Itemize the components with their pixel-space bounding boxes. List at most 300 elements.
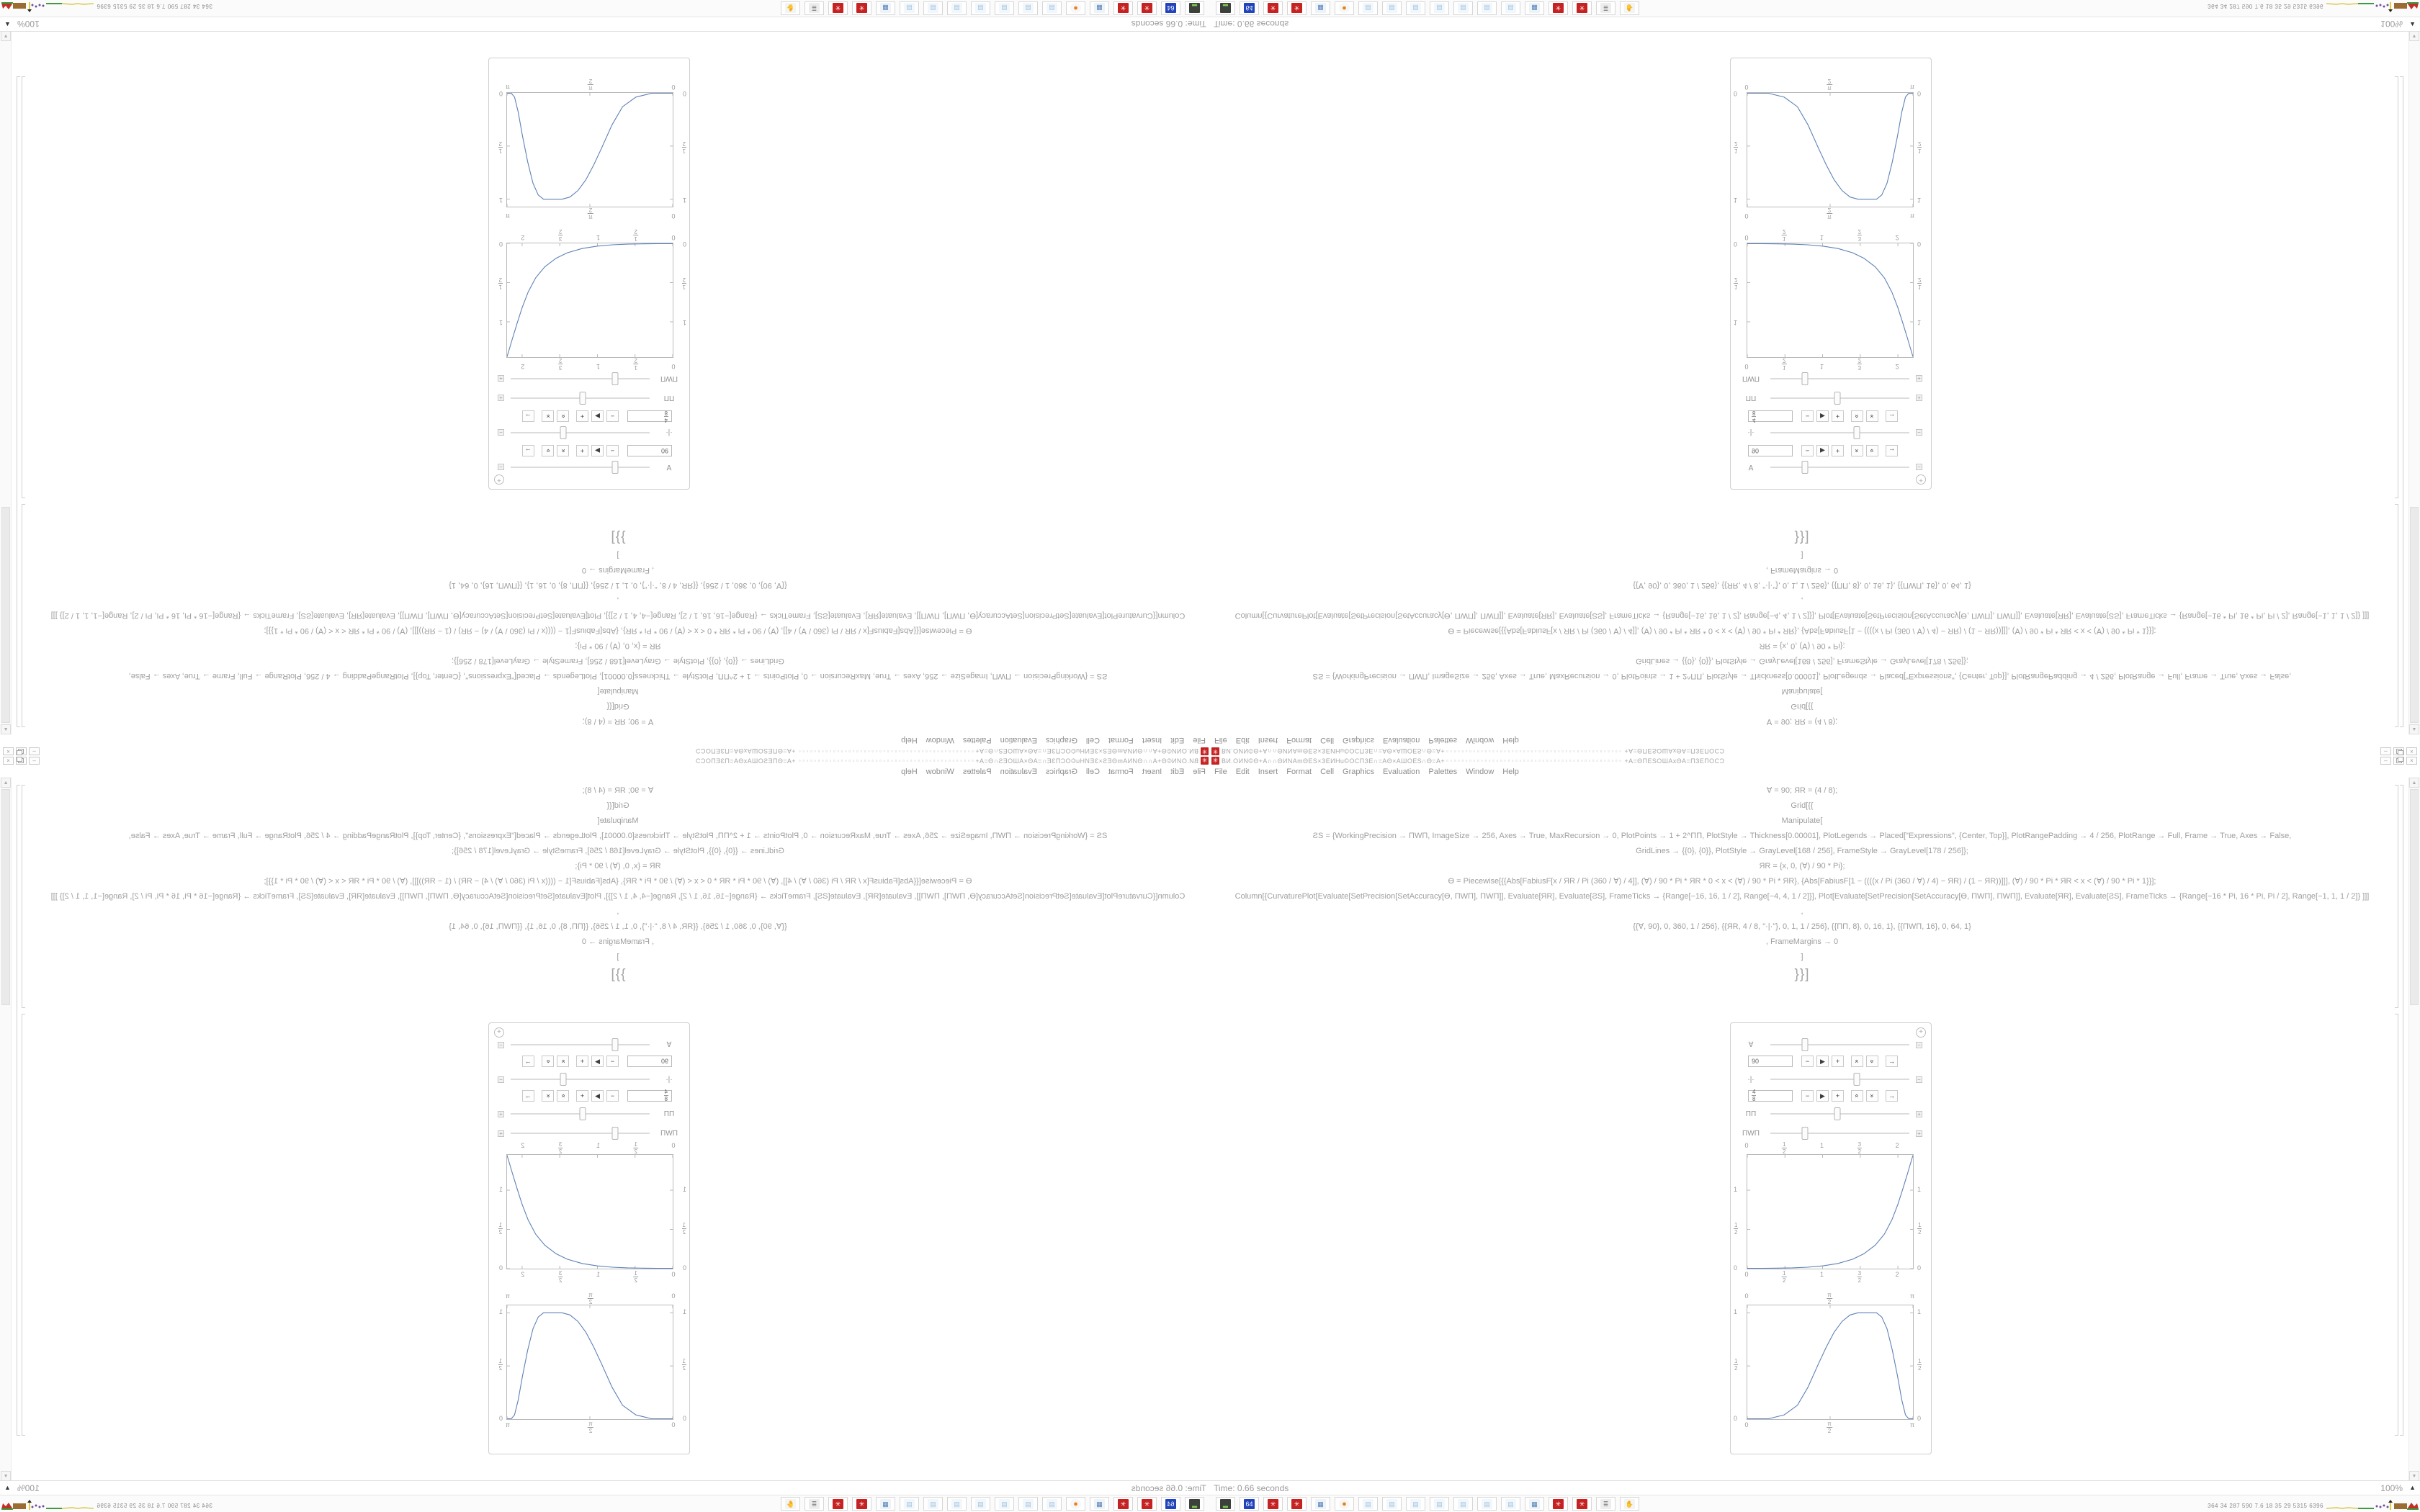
code-line[interactable]: Ɐ = 90; ЯR = (4 / 8);: [1766, 786, 1838, 795]
taskbar-button-calculator-icon[interactable]: [1525, 1497, 1544, 1511]
direction-button[interactable]: [1886, 1056, 1898, 1067]
scroll-down-arrow-icon[interactable]: ▼: [2409, 31, 2419, 41]
code-line[interactable]: GridLines → {{0}, {0}}, PlotStyle → GrayLevel[168 / 256], FrameStyle → GrayLevel[178 / 256]};: [452, 847, 784, 855]
slider-value-field[interactable]: 90: [627, 445, 672, 456]
slider-value-field[interactable]: 90: [1748, 445, 1793, 456]
taskbar-button-mathematica-icon[interactable]: [1572, 1, 1592, 15]
taskbar-button-notepad-icon[interactable]: [1382, 1, 1402, 15]
taskbar-button-calculator-icon[interactable]: [1525, 1, 1544, 15]
code-line[interactable]: {{Ɐ, 90}, 0, 360, 1 / 256}, {{ЯR, 4 / 8, "·|·"}, 0, 1, 1 / 256}, {{ΠΠ, 8}, 0, 16, 1}, {{ΠWΠ, 16}, 0, 64, 1}: [449, 922, 787, 931]
taskbar-button-mathematica-icon[interactable]: [1137, 1, 1157, 15]
menu-item-graphics[interactable]: Graphics: [1343, 736, 1375, 745]
code-line[interactable]: , FrameMargins → 0: [1765, 566, 1839, 575]
code-line[interactable]: }}]: [610, 530, 626, 545]
notebook-area[interactable]: [1210, 778, 2420, 1481]
menu-item-evaluation[interactable]: Evaluation: [1000, 736, 1037, 745]
code-line[interactable]: Grid[{{: [606, 801, 629, 810]
collapse-field-button[interactable]: −: [498, 430, 504, 436]
close-button[interactable]: ×: [2406, 747, 2417, 755]
expand-field-button[interactable]: +: [1916, 1130, 1922, 1137]
slider-handle[interactable]: [611, 461, 618, 474]
menu-item-format[interactable]: Format: [1286, 736, 1312, 745]
menu-item-insert[interactable]: Insert: [1258, 736, 1278, 745]
magnification-dropdown-icon[interactable]: ▲: [2409, 1484, 2416, 1491]
menu-item-edit[interactable]: Edit: [1235, 736, 1250, 745]
slower-button[interactable]: [1866, 445, 1878, 456]
slower-button[interactable]: [1866, 1056, 1878, 1067]
cell-bracket-output[interactable]: [22, 76, 25, 498]
code-line[interactable]: ЯR = {x, 0, (Ɐ) / 90 * Pi};: [1759, 862, 1845, 870]
taskbar-button-mathematica-icon[interactable]: [852, 1497, 871, 1511]
taskbar-button-notepad-icon[interactable]: [995, 1, 1014, 15]
vertical-scrollbar[interactable]: [0, 778, 12, 1481]
faster-button[interactable]: [1851, 1056, 1863, 1067]
taskbar-button-notepad-icon[interactable]: [1018, 1, 1038, 15]
slower-button[interactable]: [542, 410, 554, 422]
expand-field-button[interactable]: +: [498, 1130, 504, 1137]
taskbar-button-calculator-icon[interactable]: [876, 1497, 895, 1511]
play-button[interactable]: [1816, 410, 1829, 422]
code-line[interactable]: ,: [1801, 907, 1803, 916]
code-line[interactable]: Ɐ = 90; ЯR = (4 / 8);: [582, 786, 654, 795]
input-code-cell[interactable]: [1210, 528, 2394, 729]
taskbar-button-calculator-icon[interactable]: [876, 1, 895, 15]
code-line[interactable]: Ɐ = 90; ЯR = (4 / 8);: [582, 717, 654, 726]
code-line[interactable]: ,: [1801, 596, 1803, 605]
collapse-field-button[interactable]: −: [498, 464, 504, 471]
taskbar-button-notepad-icon[interactable]: [1406, 1497, 1425, 1511]
taskbar-button-notepad-icon[interactable]: [947, 1, 967, 15]
code-line[interactable]: GridLines → {{0}, {0}}, PlotStyle → GrayLevel[168 / 256], FrameStyle → GrayLevel[178 / 256]};: [452, 657, 784, 665]
close-button[interactable]: ×: [3, 757, 14, 765]
taskbar-button-unplugged-icon[interactable]: [781, 1497, 800, 1511]
manipulate-options-icon[interactable]: +: [494, 474, 504, 485]
play-button[interactable]: [591, 410, 604, 422]
decrement-button[interactable]: [606, 445, 619, 456]
slower-button[interactable]: [542, 1090, 554, 1102]
collapse-field-button[interactable]: −: [1916, 1076, 1922, 1083]
faster-button[interactable]: [557, 1090, 569, 1102]
scrollbar-thumb[interactable]: [1, 507, 10, 723]
taskbar-button-log-icon[interactable]: [1596, 1, 1615, 15]
slider-handle[interactable]: [560, 1073, 567, 1086]
manipulate-options-icon[interactable]: +: [1916, 474, 1926, 485]
manipulate-options-icon[interactable]: +: [494, 1027, 504, 1038]
increment-button[interactable]: [1832, 445, 1844, 456]
taskbar-button-mathematica-icon[interactable]: [1287, 1, 1307, 15]
restore-button[interactable]: [2393, 747, 2404, 755]
taskbar-button-notepad-icon[interactable]: [1382, 1497, 1402, 1511]
menu-item-file[interactable]: File: [1214, 767, 1227, 776]
taskbar-button-notepad-icon[interactable]: [1406, 1, 1425, 15]
slider-handle[interactable]: [611, 1038, 618, 1051]
taskbar-button-notepad-icon[interactable]: [900, 1, 919, 15]
magnification-dropdown-icon[interactable]: ▲: [4, 21, 11, 28]
code-line[interactable]: Grid[{{: [1791, 801, 1814, 810]
taskbar-button-console-icon[interactable]: [1185, 1497, 1204, 1511]
code-line[interactable]: , FrameMargins → 0: [1765, 937, 1839, 946]
increment-button[interactable]: [576, 410, 588, 422]
menu-item-evaluation[interactable]: Evaluation: [1383, 767, 1420, 776]
menu-item-file[interactable]: File: [1193, 736, 1206, 745]
play-button[interactable]: [1816, 1056, 1829, 1067]
faster-button[interactable]: [1851, 410, 1863, 422]
menu-item-graphics[interactable]: Graphics: [1045, 736, 1077, 745]
taskbar-button-notepad-icon[interactable]: [1453, 1497, 1473, 1511]
menu-item-cell[interactable]: Cell: [1320, 736, 1335, 745]
taskbar-button-calculator-icon[interactable]: [1311, 1497, 1330, 1511]
slider-track[interactable]: [511, 1079, 650, 1080]
slider-handle[interactable]: [1802, 372, 1809, 385]
minimize-button[interactable]: –: [29, 747, 40, 755]
code-line[interactable]: ]: [617, 551, 619, 559]
slider-track[interactable]: [511, 467, 650, 468]
taskbar-button-notepad-icon[interactable]: [1501, 1, 1520, 15]
code-line[interactable]: , FrameMargins → 0: [581, 937, 655, 946]
taskbar-button-log-icon[interactable]: [805, 1, 824, 15]
taskbar-button-floppy-64-icon[interactable]: [1240, 1497, 1259, 1511]
menu-item-insert[interactable]: Insert: [1142, 736, 1162, 745]
code-line[interactable]: }}]: [1794, 530, 1810, 545]
decrement-button[interactable]: [1801, 445, 1814, 456]
increment-button[interactable]: [1832, 1056, 1844, 1067]
taskbar-button-notepad-icon[interactable]: [923, 1, 943, 15]
input-code-cell[interactable]: [26, 783, 1210, 984]
collapse-field-button[interactable]: −: [1916, 464, 1922, 471]
magnification-dropdown-icon[interactable]: ▲: [4, 1484, 11, 1491]
vertical-scrollbar[interactable]: [2408, 31, 2420, 734]
expand-field-button[interactable]: +: [1916, 376, 1922, 382]
menu-item-insert[interactable]: Insert: [1142, 767, 1162, 776]
code-line[interactable]: ЯR = {x, 0, (Ɐ) / 90 * Pi};: [1759, 642, 1845, 650]
menu-item-cell[interactable]: Cell: [1085, 736, 1100, 745]
scroll-up-arrow-icon[interactable]: ▲: [1, 778, 11, 788]
input-code-cell[interactable]: [1210, 783, 2394, 984]
code-line[interactable]: ƧS = {WorkingPrecision → ΠWΠ, ImageSize → 256, Axes → True, MaxRecursion → 0, PlotPoints → 1 + 2^ΠΠ, PlotStyle → Thickness[0.00001], PlotLegends → Placed["Expressions", {Center, Top}], PlotRangePadding → 4 / 256, PlotRange → Full, Frame → True, Axes → False,: [1312, 832, 2292, 840]
menu-item-format[interactable]: Format: [1108, 736, 1134, 745]
code-line[interactable]: ]: [617, 953, 619, 961]
slider-handle[interactable]: [580, 1107, 586, 1120]
taskbar-button-notepad-icon[interactable]: [971, 1, 990, 15]
taskbar-button-firefox-icon[interactable]: [1066, 1497, 1085, 1511]
slider-track[interactable]: [1770, 1079, 1909, 1080]
direction-button[interactable]: [1886, 445, 1898, 456]
menu-item-evaluation[interactable]: Evaluation: [1000, 767, 1037, 776]
decrement-button[interactable]: [606, 410, 619, 422]
menu-item-edit[interactable]: Edit: [1235, 767, 1250, 776]
code-line[interactable]: ƧS = {WorkingPrecision → ΠWΠ, ImageSize → 256, Axes → True, MaxRecursion → 0, PlotPoints → 1 + 2^ΠΠ, PlotStyle → Thickness[0.00001], PlotLegends → Placed["Expressions", {Center, Top}], PlotRangePadding → 4 / 256, PlotRange → Full, Frame → True, Axes → False,: [1312, 672, 2292, 680]
code-line[interactable]: Ɵ = Piecewise[{{Abs[FabiusF[x / ЯR / Pi (360 / Ɐ) / 4]], (Ɐ) / 90 * Pi * ЯR * 0 < x < (Ɐ) / 90 * Pi * ЯR}, {Abs[FabiusF[1 − ((((x / Pi (360 / Ɐ) / 4) − ЯR) / (1 − ЯR))]]], (Ɐ) / 90 * Pi * ЯR < x < (Ɐ) / 90 * Pi * 1}}];: [1448, 626, 2156, 635]
menu-item-palettes[interactable]: Palettes: [962, 767, 992, 776]
slider-track[interactable]: [1770, 378, 1909, 379]
manipulate-options-icon[interactable]: +: [1916, 1027, 1926, 1038]
code-line[interactable]: }}]: [610, 967, 626, 982]
restore-button[interactable]: [16, 747, 27, 755]
magnification-dropdown-icon[interactable]: ▲: [2409, 21, 2416, 28]
taskbar-button-firefox-icon[interactable]: [1335, 1, 1354, 15]
slider-value-field[interactable]: 4 8: [627, 410, 672, 422]
menu-item-help[interactable]: Help: [1502, 767, 1519, 776]
code-line[interactable]: ƧS = {WorkingPrecision → ΠWΠ, ImageSize → 256, Axes → True, MaxRecursion → 0, PlotPoints → 1 + 2^ΠΠ, PlotStyle → Thickness[0.00001], PlotLegends → Placed["Expressions", {Center, Top}], PlotRangePadding → 4 / 256, PlotRange → Full, Frame → True, Axes → False,: [128, 672, 1108, 680]
slower-button[interactable]: [1866, 1090, 1878, 1102]
notebook-area[interactable]: [0, 31, 1210, 734]
code-line[interactable]: Ɵ = Piecewise[{{Abs[FabiusF[x / ЯR / Pi (360 / Ɐ) / 4]], (Ɐ) / 90 * Pi * ЯR * 0 < x < (Ɐ) / 90 * Pi * ЯR}, {Abs[FabiusF[1 − ((((x / Pi (360 / Ɐ) / 4) − ЯR) / (1 − ЯR))]]], (Ɐ) / 90 * Pi * ЯR < x < (Ɐ) / 90 * Pi * 1}}];: [1448, 877, 2156, 886]
cell-bracket-group[interactable]: [2400, 785, 2403, 1436]
collapse-field-button[interactable]: −: [1916, 1042, 1922, 1048]
taskbar-button-notepad-icon[interactable]: [1358, 1, 1378, 15]
menu-item-palettes[interactable]: Palettes: [1428, 736, 1458, 745]
input-code-cell[interactable]: [26, 528, 1210, 729]
code-line[interactable]: , FrameMargins → 0: [581, 566, 655, 575]
menu-item-format[interactable]: Format: [1108, 767, 1134, 776]
direction-button[interactable]: [522, 445, 534, 456]
taskbar-button-calculator-icon[interactable]: [1090, 1, 1109, 15]
play-button[interactable]: [591, 1056, 604, 1067]
taskbar-button-unplugged-icon[interactable]: [1620, 1, 1639, 15]
play-button[interactable]: [1816, 1090, 1829, 1102]
taskbar-button-notepad-icon[interactable]: [1430, 1497, 1449, 1511]
taskbar-button-console-icon[interactable]: [1185, 1, 1204, 15]
code-line[interactable]: Manipulate[: [597, 816, 639, 825]
menu-item-help[interactable]: Help: [901, 767, 918, 776]
code-line[interactable]: Grid[{{: [606, 702, 629, 711]
expand-field-button[interactable]: +: [498, 395, 504, 402]
menu-item-window[interactable]: Window: [1466, 736, 1494, 745]
slider-value-field[interactable]: 90: [627, 1056, 672, 1067]
taskbar-button-mathematica-icon[interactable]: [1263, 1, 1283, 15]
vertical-scrollbar[interactable]: [2408, 778, 2420, 1481]
menu-item-insert[interactable]: Insert: [1258, 767, 1278, 776]
play-button[interactable]: [591, 1090, 604, 1102]
cell-bracket-group[interactable]: [17, 785, 20, 1436]
taskbar-button-mathematica-icon[interactable]: [828, 1, 848, 15]
taskbar-button-mathematica-icon[interactable]: [852, 1, 871, 15]
decrement-button[interactable]: [1801, 1090, 1814, 1102]
close-button[interactable]: ×: [3, 747, 14, 755]
taskbar-button-unplugged-icon[interactable]: [781, 1, 800, 15]
minimize-button[interactable]: –: [2380, 747, 2391, 755]
cell-bracket-output[interactable]: [2395, 1014, 2398, 1436]
window-titlebar[interactable]: [0, 756, 1210, 765]
cell-bracket-input[interactable]: [22, 504, 25, 727]
vertical-scrollbar[interactable]: [0, 31, 12, 734]
code-line[interactable]: {{Ɐ, 90}, 0, 360, 1 / 256}, {{ЯR, 4 / 8, "·|·"}, 0, 1, 1 / 256}, {{ΠΠ, 8}, 0, 16, 1}, {{ΠWΠ, 16}, 0, 64, 1}: [449, 581, 787, 590]
taskbar-button-log-icon[interactable]: [805, 1497, 824, 1511]
expand-field-button[interactable]: +: [498, 1111, 504, 1117]
taskbar-button-mathematica-icon[interactable]: [828, 1497, 848, 1511]
slider-track[interactable]: [1770, 397, 1909, 399]
slider-handle[interactable]: [1834, 392, 1840, 405]
taskbar-button-console-icon[interactable]: [1216, 1, 1235, 15]
direction-button[interactable]: [522, 1056, 534, 1067]
play-button[interactable]: [591, 445, 604, 456]
taskbar-button-mathematica-icon[interactable]: [1113, 1497, 1133, 1511]
cell-bracket-input[interactable]: [2395, 504, 2398, 727]
magnification-label[interactable]: 100%: [17, 1483, 40, 1493]
slider-handle[interactable]: [1802, 461, 1809, 474]
slider-track[interactable]: [511, 432, 650, 433]
taskbar-button-mathematica-icon[interactable]: [1263, 1497, 1283, 1511]
decrement-button[interactable]: [606, 1056, 619, 1067]
taskbar-button-notepad-icon[interactable]: [1018, 1497, 1038, 1511]
taskbar-button-calculator-icon[interactable]: [1090, 1497, 1109, 1511]
menu-item-edit[interactable]: Edit: [1170, 736, 1185, 745]
code-line[interactable]: GridLines → {{0}, {0}}, PlotStyle → GrayLevel[168 / 256], FrameStyle → GrayLevel[178 / 256]};: [1636, 657, 1968, 665]
slider-track[interactable]: [511, 1133, 650, 1134]
menu-item-window[interactable]: Window: [1466, 767, 1494, 776]
taskbar-button-notepad-icon[interactable]: [923, 1497, 943, 1511]
code-line[interactable]: ƧS = {WorkingPrecision → ΠWΠ, ImageSize → 256, Axes → True, MaxRecursion → 0, PlotPoints → 1 + 2^ΠΠ, PlotStyle → Thickness[0.00001], PlotLegends → Placed["Expressions", {Center, Top}], PlotRangePadding → 4 / 256, PlotRange → Full, Frame → True, Axes → False,: [128, 832, 1108, 840]
collapse-field-button[interactable]: −: [1916, 430, 1922, 436]
code-line[interactable]: {{Ɐ, 90}, 0, 360, 1 / 256}, {{ЯR, 4 / 8, "·|·"}, 0, 1, 1 / 256}, {{ΠΠ, 8}, 0, 16, 1}, {{ΠWΠ, 16}, 0, 64, 1}: [1633, 922, 1971, 931]
slider-value-field[interactable]: $\frac{4}{8}$: [1748, 1090, 1793, 1102]
slider-handle[interactable]: [1802, 1127, 1809, 1140]
taskbar-button-mathematica-icon[interactable]: [1137, 1497, 1157, 1511]
cell-bracket-input[interactable]: [22, 785, 25, 1008]
taskbar-button-mathematica-icon[interactable]: [1549, 1497, 1568, 1511]
play-button[interactable]: [1816, 445, 1829, 456]
magnification-label[interactable]: 100%: [2380, 1483, 2403, 1493]
restore-button[interactable]: [2393, 757, 2404, 765]
scrollbar-thumb[interactable]: [2410, 507, 2419, 723]
taskbar-button-notepad-icon[interactable]: [1042, 1497, 1062, 1511]
increment-button[interactable]: [1832, 410, 1844, 422]
faster-button[interactable]: [1851, 1090, 1863, 1102]
increment-button[interactable]: [576, 445, 588, 456]
increment-button[interactable]: [576, 1090, 588, 1102]
taskbar-button-unplugged-icon[interactable]: [1620, 1497, 1639, 1511]
code-line[interactable]: Column[{CurvaturePlot[Evaluate[SetPrecision[SetAccuracy[Ɵ, ΠWΠ], ΠWΠ]], Evaluate[ЯR], Evaluate[ƧS], FrameTicks → {Range[−16, 16, 1 / 2], Range[−4, 4, 1 / 2]}], Plot[Evaluate[SetPrecision[SetAccuracy[Ɵ, ΠWΠ], ΠWΠ]], Evaluate[ЯR], Evaluate[ƧS], FrameTicks → {Range[−16 * Pi, 16 * Pi, Pi / 2], Range[−1, 1, 1 / 2]} ]]]: [1234, 892, 2370, 901]
taskbar-button-log-icon[interactable]: [1596, 1497, 1615, 1511]
direction-button[interactable]: [522, 1090, 534, 1102]
expand-field-button[interactable]: +: [498, 376, 504, 382]
code-line[interactable]: {{Ɐ, 90}, 0, 360, 1 / 256}, {{ЯR, 4 / 8, "·|·"}, 0, 1, 1 / 256}, {{ΠΠ, 8}, 0, 16, 1}, {{ΠWΠ, 16}, 0, 64, 1}: [1633, 581, 1971, 590]
menu-item-help[interactable]: Help: [1502, 736, 1519, 745]
window-titlebar[interactable]: [1210, 747, 2420, 756]
code-line[interactable]: Manipulate[: [1781, 816, 1823, 825]
taskbar-button-firefox-icon[interactable]: [1335, 1497, 1354, 1511]
cell-bracket-output[interactable]: [2395, 76, 2398, 498]
code-line[interactable]: Ɵ = Piecewise[{{Abs[FabiusF[x / ЯR / Pi (360 / Ɐ) / 4]], (Ɐ) / 90 * Pi * ЯR * 0 < x < (Ɐ) / 90 * Pi * ЯR}, {Abs[FabiusF[1 − ((((x / Pi (360 / Ɐ) / 4) − ЯR) / (1 − ЯR))]]], (Ɐ) / 90 * Pi * ЯR < x < (Ɐ) / 90 * Pi * 1}}];: [264, 626, 972, 635]
scroll-down-arrow-icon[interactable]: ▼: [2409, 1471, 2419, 1481]
window-titlebar[interactable]: [1210, 756, 2420, 765]
scroll-down-arrow-icon[interactable]: ▼: [1, 31, 11, 41]
menu-item-palettes[interactable]: Palettes: [1428, 767, 1458, 776]
code-line[interactable]: Ɵ = Piecewise[{{Abs[FabiusF[x / ЯR / Pi (360 / Ɐ) / 4]], (Ɐ) / 90 * Pi * ЯR * 0 < x < (Ɐ) / 90 * Pi * ЯR}, {Abs[FabiusF[1 − ((((x / Pi (360 / Ɐ) / 4) − ЯR) / (1 − ЯR))]]], (Ɐ) / 90 * Pi * ЯR < x < (Ɐ) / 90 * Pi * 1}}];: [264, 877, 972, 886]
slider-handle[interactable]: [1853, 426, 1860, 439]
faster-button[interactable]: [557, 410, 569, 422]
code-line[interactable]: Manipulate[: [1781, 687, 1823, 696]
taskbar-button-firefox-icon[interactable]: [1066, 1, 1085, 15]
notebook-area[interactable]: [0, 778, 1210, 1481]
taskbar-button-mathematica-icon[interactable]: [1572, 1497, 1592, 1511]
scroll-up-arrow-icon[interactable]: ▲: [2409, 778, 2419, 788]
menu-item-palettes[interactable]: Palettes: [962, 736, 992, 745]
taskbar-button-floppy-64-icon[interactable]: [1161, 1, 1180, 15]
taskbar-button-notepad-icon[interactable]: [900, 1497, 919, 1511]
menu-item-graphics[interactable]: Graphics: [1343, 767, 1375, 776]
code-line[interactable]: ЯR = {x, 0, (Ɐ) / 90 * Pi};: [575, 862, 661, 870]
menu-item-help[interactable]: Help: [901, 736, 918, 745]
code-line[interactable]: Grid[{{: [1791, 702, 1814, 711]
code-line[interactable]: ]: [1801, 551, 1803, 559]
notebook-area[interactable]: [1210, 31, 2420, 734]
taskbar-button-mathematica-icon[interactable]: [1549, 1, 1568, 15]
code-line[interactable]: ]: [1801, 953, 1803, 961]
taskbar-button-notepad-icon[interactable]: [1042, 1, 1062, 15]
code-line[interactable]: ЯR = {x, 0, (Ɐ) / 90 * Pi};: [575, 642, 661, 650]
slider-track[interactable]: [511, 1044, 650, 1045]
scroll-up-arrow-icon[interactable]: ▲: [2409, 724, 2419, 734]
taskbar-button-calculator-icon[interactable]: [1311, 1, 1330, 15]
taskbar-button-notepad-icon[interactable]: [947, 1497, 967, 1511]
direction-button[interactable]: [522, 410, 534, 422]
menu-item-window[interactable]: Window: [926, 736, 954, 745]
decrement-button[interactable]: [1801, 1056, 1814, 1067]
taskbar-button-console-icon[interactable]: [1216, 1497, 1235, 1511]
magnification-label[interactable]: 100%: [2380, 19, 2403, 29]
slider-track[interactable]: [1770, 1113, 1909, 1115]
slider-value-field[interactable]: 90: [1748, 1056, 1793, 1067]
code-line[interactable]: ,: [617, 596, 619, 605]
direction-button[interactable]: [1886, 410, 1898, 422]
minimize-button[interactable]: –: [2380, 757, 2391, 765]
slower-button[interactable]: [542, 445, 554, 456]
magnification-label[interactable]: 100%: [17, 19, 40, 29]
slider-track[interactable]: [1770, 1044, 1909, 1045]
taskbar-button-notepad-icon[interactable]: [1477, 1497, 1497, 1511]
taskbar-button-notepad-icon[interactable]: [1358, 1497, 1378, 1511]
menu-item-edit[interactable]: Edit: [1170, 767, 1185, 776]
decrement-button[interactable]: [1801, 410, 1814, 422]
faster-button[interactable]: [557, 1056, 569, 1067]
taskbar-button-floppy-64-icon[interactable]: [1161, 1497, 1180, 1511]
code-line[interactable]: Column[{CurvaturePlot[Evaluate[SetPrecision[SetAccuracy[Ɵ, ΠWΠ], ΠWΠ]], Evaluate[ЯR], Evaluate[ƧS], FrameTicks → {Range[−16, 16, 1 / 2], Range[−4, 4, 1 / 2]}], Plot[Evaluate[SetPrecision[SetAccuracy[Ɵ, ΠWΠ], ΠWΠ]], Evaluate[ЯR], Evaluate[ƧS], FrameTicks → {Range[−16 * Pi, 16 * Pi, Pi / 2], Range[−1, 1, 1 / 2]} ]]]: [50, 892, 1186, 901]
slider-track[interactable]: [511, 1113, 650, 1115]
taskbar-button-mathematica-icon[interactable]: [1287, 1497, 1307, 1511]
menu-item-cell[interactable]: Cell: [1085, 767, 1100, 776]
slider-handle[interactable]: [560, 426, 567, 439]
code-line[interactable]: Manipulate[: [597, 687, 639, 696]
taskbar-button-notepad-icon[interactable]: [995, 1497, 1014, 1511]
collapse-field-button[interactable]: −: [498, 1042, 504, 1048]
scroll-down-arrow-icon[interactable]: ▼: [1, 1471, 11, 1481]
code-line[interactable]: Column[{CurvaturePlot[Evaluate[SetPrecision[SetAccuracy[Ɵ, ΠWΠ], ΠWΠ]], Evaluate[ЯR], Evaluate[ƧS], FrameTicks → {Range[−16, 16, 1 / 2], Range[−4, 4, 1 / 2]}], Plot[Evaluate[SetPrecision[SetAccuracy[Ɵ, ΠWΠ], ΠWΠ]], Evaluate[ЯR], Evaluate[ƧS], FrameTicks → {Range[−16 * Pi, 16 * Pi, Pi / 2], Range[−1, 1, 1 / 2]} ]]]: [50, 611, 1186, 620]
faster-button[interactable]: [557, 445, 569, 456]
expand-field-button[interactable]: +: [1916, 1111, 1922, 1117]
decrement-button[interactable]: [606, 1090, 619, 1102]
scrollbar-thumb[interactable]: [1, 789, 10, 1005]
slider-track[interactable]: [1770, 1133, 1909, 1134]
taskbar-button-notepad-icon[interactable]: [1430, 1, 1449, 15]
taskbar-button-notepad-icon[interactable]: [1453, 1, 1473, 15]
menu-item-file[interactable]: File: [1193, 767, 1206, 776]
increment-button[interactable]: [576, 1056, 588, 1067]
taskbar-button-notepad-icon[interactable]: [1501, 1497, 1520, 1511]
slider-handle[interactable]: [611, 1127, 618, 1140]
taskbar-button-notepad-icon[interactable]: [971, 1497, 990, 1511]
menu-item-graphics[interactable]: Graphics: [1045, 767, 1077, 776]
slider-handle[interactable]: [1853, 1073, 1860, 1086]
taskbar-button-notepad-icon[interactable]: [1477, 1, 1497, 15]
code-line[interactable]: Column[{CurvaturePlot[Evaluate[SetPrecision[SetAccuracy[Ɵ, ΠWΠ], ΠWΠ]], Evaluate[ЯR], Evaluate[ƧS], FrameTicks → {Range[−16, 16, 1 / 2], Range[−4, 4, 1 / 2]}], Plot[Evaluate[SetPrecision[SetAccuracy[Ɵ, ΠWΠ], ΠWΠ]], Evaluate[ЯR], Evaluate[ƧS], FrameTicks → {Range[−16 * Pi, 16 * Pi, Pi / 2], Range[−1, 1, 1 / 2]} ]]]: [1234, 611, 2370, 620]
increment-button[interactable]: [1832, 1090, 1844, 1102]
cell-bracket-output[interactable]: [22, 1014, 25, 1436]
cell-bracket-group[interactable]: [2400, 76, 2403, 727]
slider-track[interactable]: [1770, 467, 1909, 468]
cell-bracket-input[interactable]: [2395, 785, 2398, 1008]
slider-handle[interactable]: [1802, 1038, 1809, 1051]
